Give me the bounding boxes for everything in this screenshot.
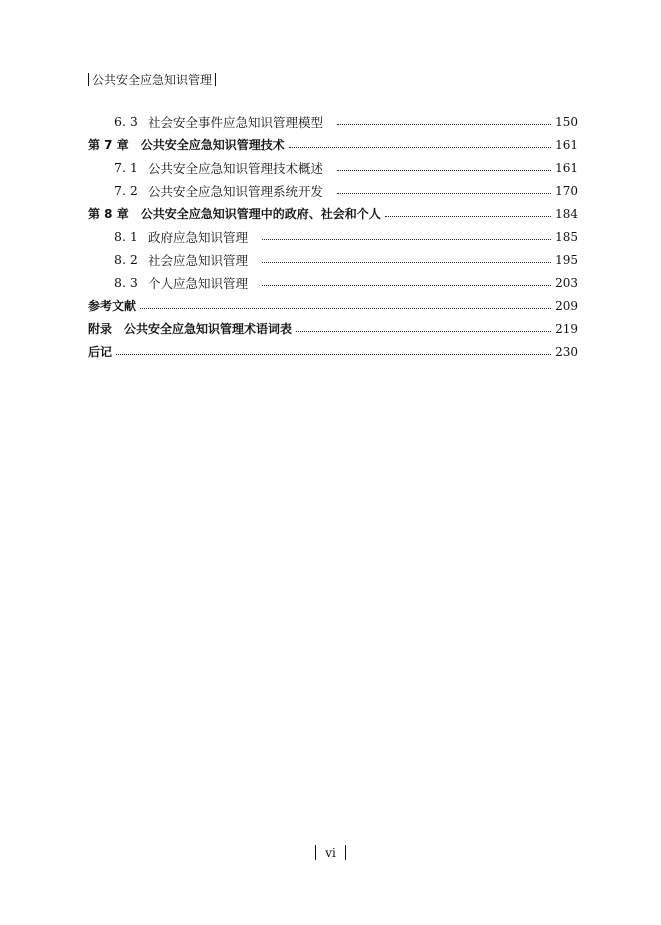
toc-chapter-entry[interactable] [88,317,578,340]
toc-section-entry[interactable] [88,248,578,271]
toc-entry-page: 161 [555,137,578,152]
toc-entry-title: 公共安全应急知识管理系统开发 [148,183,324,199]
toc-dot-leader [140,296,551,309]
toc-dot-leader [262,227,551,240]
table-of-contents [88,110,578,363]
footer-bar-right [345,845,346,860]
toc-dot-leader [289,135,551,148]
toc-chapter-entry[interactable] [88,340,578,363]
toc-entry-number: 7. 1 [114,160,138,175]
header-bar-right [215,73,216,86]
toc-dot-leader [385,204,551,217]
toc-entry-page: 161 [555,160,578,175]
footer-bar-left [315,845,316,860]
toc-entry-number: 8. 1 [114,229,138,244]
page-number: vi [325,845,336,860]
toc-entry-title: 政府应急知识管理 [148,229,249,245]
toc-dot-leader [116,342,551,355]
toc-entry-page: 209 [555,298,578,313]
toc-entry-page: 184 [555,206,578,221]
toc-dot-leader [296,319,551,332]
toc-section-entry[interactable] [88,179,578,202]
toc-entry-title: 公共安全应急知识管理技术概述 [148,160,324,176]
toc-entry-number: 6. 3 [114,114,138,129]
toc-entry-number: 8. 2 [114,252,138,267]
toc-entry-title: 个人应急知识管理 [148,275,249,291]
toc-entry-page: 185 [555,229,578,244]
header-bar-left [88,73,89,86]
toc-section-entry[interactable] [88,110,578,133]
toc-entry-title: 后记 [88,345,113,359]
toc-entry-page: 170 [555,183,578,198]
toc-dot-leader [337,181,551,194]
toc-entry-number: 第 8 章 [88,207,129,221]
toc-section-entry[interactable] [88,156,578,179]
page-footer [0,845,661,860]
toc-dot-leader [262,250,551,263]
toc-chapter-entry[interactable] [88,294,578,317]
running-header [88,71,216,88]
toc-entry-page: 203 [555,275,578,290]
toc-entry-title: 公共安全应急知识管理技术 [140,138,285,152]
toc-chapter-entry[interactable] [88,202,578,225]
toc-entry-title: 公共安全应急知识管理中的政府、社会和个人 [140,207,381,221]
header-title: 公共安全应急知识管理 [92,73,213,87]
toc-entry-page: 150 [555,114,578,129]
toc-entry-number: 8. 3 [114,275,138,290]
toc-section-entry[interactable] [88,271,578,294]
toc-entry-page: 195 [555,252,578,267]
toc-dot-leader [337,158,551,171]
toc-entry-title: 社会安全事件应急知识管理模型 [148,114,324,130]
toc-entry-page: 219 [555,321,578,336]
toc-entry-number: 第 7 章 [88,138,129,152]
toc-section-entry[interactable] [88,225,578,248]
toc-entry-number: 7. 2 [114,183,138,198]
toc-entry-title: 社会应急知识管理 [148,252,249,268]
toc-entry-title: 公共安全应急知识管理术语词表 [124,322,293,336]
toc-entry-page: 230 [555,344,578,359]
toc-entry-title: 参考文献 [88,299,137,313]
toc-dot-leader [337,112,551,125]
toc-entry-number: 附录 [88,322,113,336]
toc-chapter-entry[interactable] [88,133,578,156]
toc-dot-leader [262,273,551,286]
